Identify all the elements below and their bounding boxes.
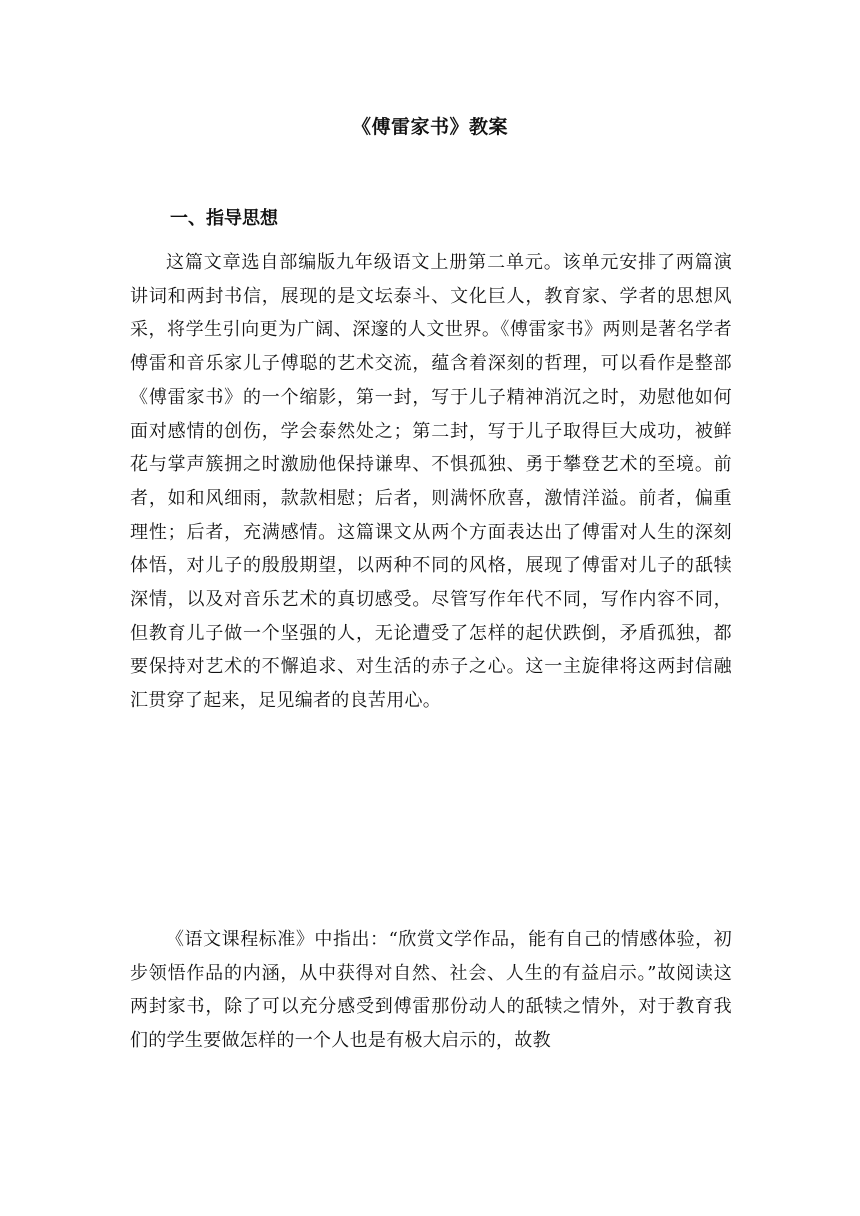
body-paragraph-1: 这篇文章选自部编版九年级语文上册第二单元。该单元安排了两篇演讲词和两封书信，展现的是文坛泰斗、文化巨人，教育家、学者的思想风采，将学生引向更为广阔、深邃的人文世界。《傅雷家书》两则是著名学者傅雷和音乐家儿子傅聪的艺术交流，蕴含着深刻的哲理，可以看作是整部《傅雷家书》的一个缩影，第一封，写于儿子精神消沉之时，劝慰他如何面对感情的创伤，学会泰然处之；第二封，写于儿子取得巨大成功，被鲜花与掌声簇拥之时激励他保持谦卑、不惧孤独、勇于攀登艺术的至境。前者，如和风细雨，款款相慰；后者，则满怀欣喜，激情洋溢。前者，偏重理性；后者，充满感情。这篇课文从两个方面表达出了傅雷对人生的深刻体悟，对儿子的殷殷期望，以两种不同的风格，展现了傅雷对儿子的舐犊深情，以及对音乐艺术的真切感受。尽管写作年代不同，写作内容不同，但教育儿子做一个坚强的人，无论遭受了怎样的起伏跌倒，矛盾孤独，都要保持对艺术的不懈追求、对生活的赤子之心。这一主旋律将这两封信融汇贯穿了起来，足见编者的良苦用心。 [130,252,732,712]
section-heading-guiding-ideology: 一、指导思想 [170,208,278,229]
document-title: 《傅雷家书》教案 [351,116,508,138]
body-paragraph-2: 《语文课程标准》中指出：“欣赏文学作品，能有自己的情感体验，初步领悟作品的内涵，从中获得对自然、社会、人生的有益启示。”故阅读这两封家书，除了可以充分感受到傅雷那份动人的舐犊之情外，对于教育我们的学生要做怎样的一个人也是有极大启示的，故教 [130,929,732,1052]
